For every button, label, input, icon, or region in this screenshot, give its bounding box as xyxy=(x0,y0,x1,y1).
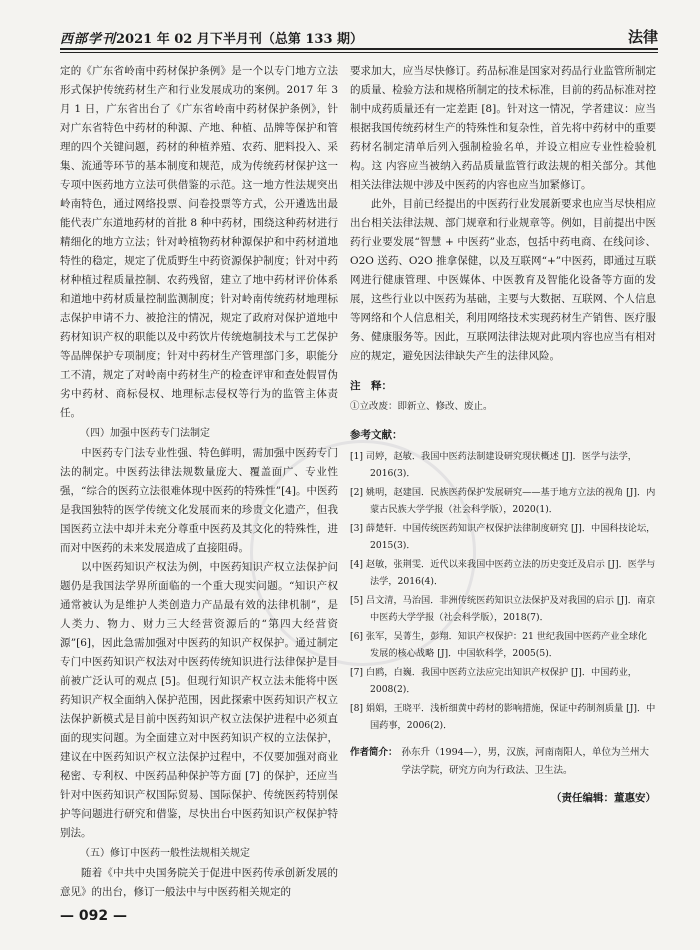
body-paragraph: 以中医药知识产权法为例，中医药知识产权立法保护问题仍是我国法学界所面临的一个重大现实问题。“知识产权通常被认为是维护人类创造力产品最有效的法律机制”，是人类力、物力、财力三大经营资源后的“第四大经营资源”[6]，因此急需加强对中医药的知识产权保护。通过制定专门中医药知识产权法对中医药传统知识进行法律保护是目前被广泛认可的观点 [5]。但现行知识产权立法未能将中医药知识产权全面纳入保护范围，因此探索中医药知识产权立法保护新模式是目前中医药知识产权立法保护进程中必须直面的现实问题。为全面建立对中医药知识产权的立法保护，建议在中医药知识产权立法保护过程中，不仅要加强对商业秘密、专利权、中医药品种保护等方面 [7] 的保护，还应当针对中医药知识产权国际贸易、国际保护、传统医药特别保护等问题进行研究和借鉴，尽快出台中医药知识产权保护特别法。 xyxy=(60,561,338,839)
author-bio-text: 孙东升（1994—），男，汉族，河南南阳人，单位为兰州大学法学院，研究方向为行政法、卫生法。 xyxy=(401,747,649,776)
notes-heading: 注 释： xyxy=(350,380,392,392)
right-column xyxy=(350,62,656,805)
page-header xyxy=(60,22,658,52)
references-heading: 参考文献： xyxy=(350,429,403,441)
reference-item: [3] 薛楚轩．中国传统医药知识产权保护法律制度研究 [J]．中国科技论坛，2015(3)． xyxy=(350,523,656,551)
body-paragraph: 定的《广东省岭南中药材保护条例》是一个以专门地方立法形式保护传统药材生产和行业发展成功的案例。2017 年 3 月 1 日，广东省出台了《广东省岭南中药材保护条例》，针对广东省特色中药材的种源、产地、种植、品牌等保护和管理的四个关键问题，药材的种植养殖、农药、肥料投入、采集、流通等环节的基本制度和规范，成为传统药材保护这一专项中医药地方立法可供借鉴的示范。这一地方性法规突出岭南特色，通过网络投票、问卷投票等方式，公开遴选出最能代表广东道地药材的首批 8 种中药材，围绕这种药材进行精细化的地方立法；针对岭植物药材种源保护和中药材道地特性的稳定，规定了优质野生中药资源保护制度；针对中药材种植过程质量控制、农药残留，建立了地中药材评价体系和道地中药材质量控制监测制度；针对岭南传统药材地理标志保护申请不力、被抢注的情况，规定了政府对保护道地中药材知识产权的职能以及中药饮片传统炮制技术与工艺保护等品牌保护专项制度；针对中药材生产管理部门多，职能分工不清，规定了对岭南中药材生产的检查评审和查处假冒伪劣中药材、商标侵权、地理标志侵权等行为的监管主体责任。 xyxy=(60,65,338,419)
reference-item: [4] 赵敏，张荆雯．近代以来我国中医药立法的历史变迁及启示 [J]．医学与法学，2016(4)． xyxy=(350,559,656,587)
subsection-heading: （四）加强中医药专门法制定 xyxy=(80,428,210,439)
left-column xyxy=(60,62,338,902)
reference-item: [7] 白鸥，白巍．我国中医药立法应完出知识产权保护 [J]．中国药业，2008(2)． xyxy=(350,667,637,695)
body-paragraph: 随着《中共中央国务院关于促进中医药传承创新发展的意见》的出台，修订一般法中与中医药相关规定的 xyxy=(60,867,338,898)
subsection-heading: （五）修订中医药一般性法规相关规定 xyxy=(80,848,250,859)
references-list xyxy=(350,448,656,734)
page-number: — 092 — xyxy=(60,908,127,924)
reference-item: [6] 张军，吴菁生，彭翔．知识产权保护：21 世纪我国中医药产业全球化发展的核心战略 [J]．中国软科学，2005(5)． xyxy=(350,631,647,659)
header-rule-thin xyxy=(60,52,658,53)
section-title: 法律 xyxy=(627,28,658,46)
journal-brand xyxy=(60,28,363,47)
journal-logo: 西部学刊 xyxy=(60,32,117,47)
note-item: ①立改废：即新立、修改、废止。 xyxy=(350,401,493,412)
reference-item: [5] 吕文清，马治国．非洲传统医药知识立法保护及对我国的启示 [J]．南京中医药大学学报（社会科学版），2018(7)． xyxy=(350,595,656,623)
body-paragraph: 中医药专门法专业性强、特色鲜明，需加强中医药专门法的制定。中医药法律法规数量庞大、覆盖面广、专业性强，“综合的医药立法很难体现中医药的特殊性”[4]。中医药是我国独特的医学传统文化发展而来的珍贵文化遗产，但我国医药立法中却并未充分尊重中医药及其文化的特殊性，进而对中医药的未来发展造成了直接阻碍。 xyxy=(60,447,338,554)
issue-info: 2021 年 02 月下半月刊（总第 133 期） xyxy=(116,32,364,47)
author-bio-label: 作者简介： xyxy=(350,747,398,758)
reference-item: [2] 姚明，赵建国．民族医药保护发展研究——基于地方立法的视角 [J]．内蒙古民族大学学报（社会科学版），2020(1)． xyxy=(350,487,656,515)
responsible-editor: （责任编辑：董惠安） xyxy=(551,792,656,804)
body-paragraph: 此外，目前已经提出的中医药行业发展新要求也应当尽快相应出台相关法律法规、部门规章和行业规章等。例如，目前提出中医药行业要发展“智慧 + 中医药”业态，包括中药电商、在线问诊、O2O 送药、O2O 推拿保健，以及互联网“+”中医药，即通过互联网进行健康管理、中医媒体、中医教育及智能化设备等方面的发展，这些行业以中医药为基础，主要与大数据、互联网、个人信息等网络和个人信息相关，利用网络技术实现药材生产销售、医疗服务、健康服务等。因此，互联网法律法规对此项内容也应当有相对应的规定，避免因法律缺失产生的法律风险。 xyxy=(350,198,656,362)
author-bio xyxy=(350,744,656,780)
header-rule xyxy=(60,48,658,50)
reference-item: [8] 娟娟，王晓平．浅析细黄中药材的影响措施，保证中药制剂质量 [J]．中国药事，2006(2)． xyxy=(350,703,656,731)
body-paragraph: 要求加大，应当尽快修订。药品标准是国家对药品行业监管所制定的质量、检验方法和规格所制定的技术标准，目前的药品标准对控制中成药质量还有一定差距 [8]。针对这一情况，学者建议：应当根据我国传统药材生产的特殊性和复杂性，首先将中药材中的重要药材名制定清单后列入强制检验名单，并设立相应专业性检验机构。这 内容应当被纳入药品质量监管行政法规的相关部分。其他相关法律法规中涉及中医药的内容也应当加紧修订。 xyxy=(350,65,656,191)
reference-item: [1] 司婷，赵敏．我国中医药法制建设研究现状概述 [J]．医学与法学，2016(3)． xyxy=(350,451,637,479)
